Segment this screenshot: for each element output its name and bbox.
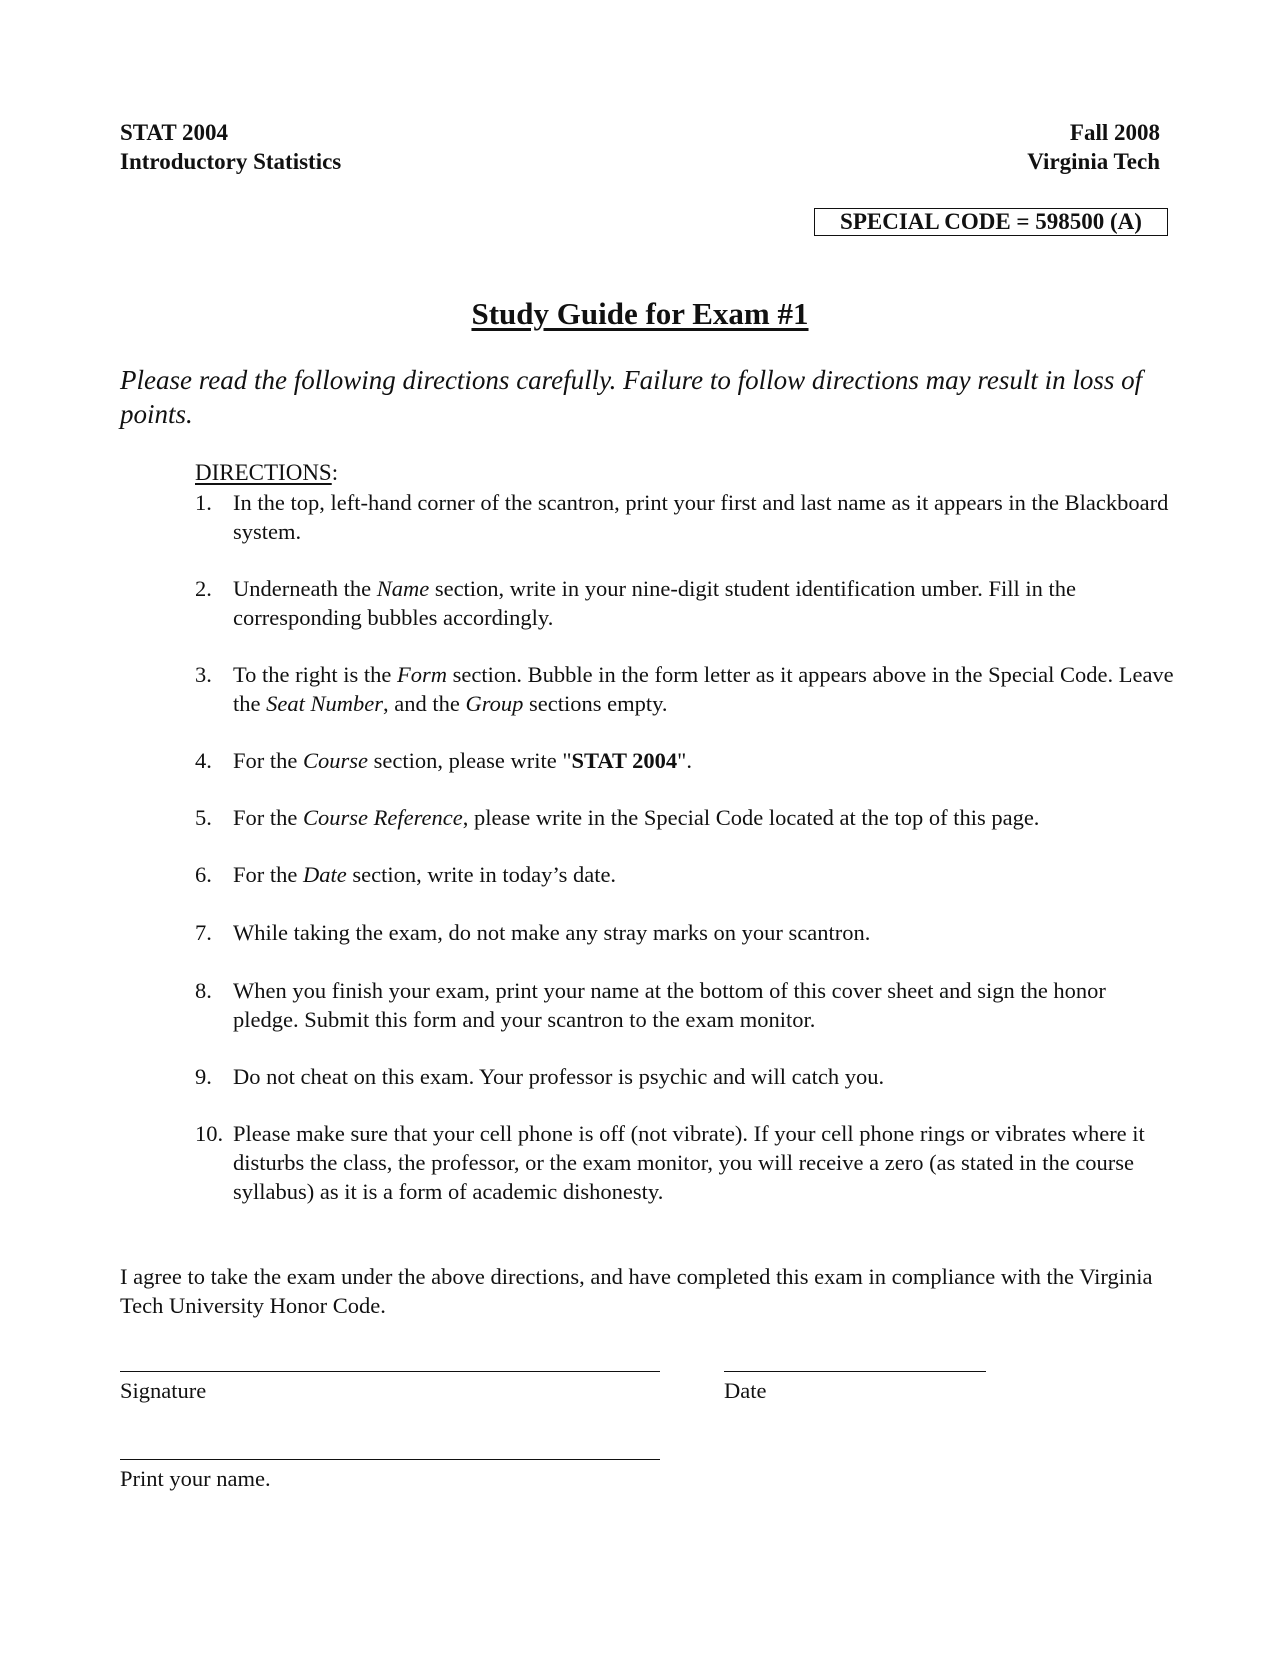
direction-item-4 [195,746,1175,775]
item-number: 5. [195,805,212,830]
item-text: Please make sure that your cell phone is off (not vibrate). If your cell phone rings or vibrates where it disturbs the class, the professor, or the exam monitor, you will receive a zero (as stated in the course syllabus) as it is a form of academic dishonesty. [233,1121,1145,1204]
item-text: In the top, left-hand corner of the scantron, print your first and last name as it appears in the Blackboard system. [233,490,1169,544]
course-code: STAT 2004 [120,120,229,145]
date-label: Date [724,1378,767,1403]
item-text: For the Course section, please write "STAT 2004". [233,748,692,773]
direction-item-3 [195,660,1175,718]
item-number: 9. [195,1064,212,1089]
item-text: When you finish your exam, print your name at the bottom of this cover sheet and sign the honor pledge. Submit this form and your scantron to the exam monitor. [233,978,1106,1032]
print-name-line[interactable] [120,1459,660,1460]
item-number: 7. [195,920,212,945]
direction-item-8 [195,976,1175,1034]
print-name-label: Print your name. [120,1466,271,1491]
directions-label: DIRECTIONS [195,460,332,485]
directions-heading [195,459,338,487]
direction-item-1 [195,488,1175,546]
item-text: While taking the exam, do not make any stray marks on your scantron. [233,920,871,945]
item-text: Underneath the Name section, write in your nine-digit student identification umber. Fill in the corresponding bubbles accordingly. [233,576,1076,630]
signature-line[interactable] [120,1371,660,1372]
direction-item-10 [195,1119,1175,1206]
course-header [120,118,341,176]
course-name: Introductory Statistics [120,149,342,174]
direction-item-2 [195,574,1175,632]
date-line[interactable] [724,1371,986,1372]
intro-text: Please read the following directions carefully. Failure to follow directions may result in loss of points. [120,365,1143,429]
honor-agreement: I agree to take the exam under the above directions, and have completed this exam in compliance with the Virginia Tech University Honor Code. [120,1264,1153,1318]
item-text: For the Date section, write in today’s date. [233,862,617,887]
item-text: Do not cheat on this exam. Your professor is psychic and will catch you. [233,1064,885,1089]
item-text: To the right is the Form section. Bubble in the form letter as it appears above in the Special Code. Leave the Seat Number, and the Group sections empty. [233,662,1174,716]
direction-item-5 [195,803,1175,832]
direction-item-6 [195,860,1175,889]
item-number: 8. [195,978,212,1003]
term-header [1027,118,1160,176]
page-title: Study Guide for Exam #1 [471,296,809,331]
term: Fall 2008 [1069,120,1160,145]
direction-item-9 [195,1062,1175,1091]
direction-item-7 [195,918,1175,947]
item-number: 3. [195,662,212,687]
item-number: 2. [195,576,212,601]
special-code-box: SPECIAL CODE = 598500 (A) [814,208,1168,236]
item-number: 10. [195,1121,224,1146]
school: Virginia Tech [1027,149,1160,174]
directions-colon: : [331,460,339,485]
item-number: 6. [195,862,212,887]
item-number: 1. [195,490,212,515]
signature-label: Signature [120,1378,207,1403]
item-number: 4. [195,748,212,773]
item-text: For the Course Reference, please write in the Special Code located at the top of this page. [233,805,1040,830]
